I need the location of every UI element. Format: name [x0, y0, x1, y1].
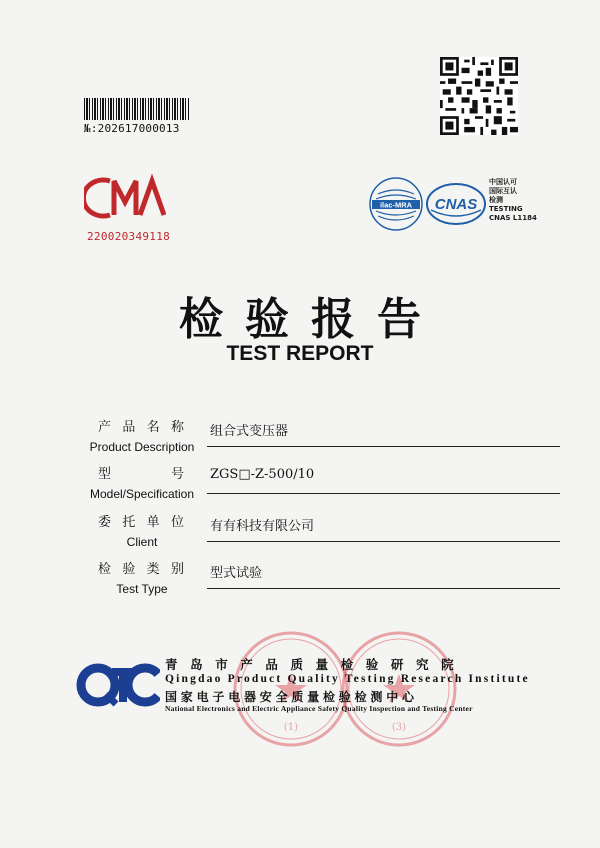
field-test-type: [86, 556, 560, 600]
institute-name-cn: 青岛市产品质量检验研究院: [165, 657, 467, 672]
field-label-cn: 产 品 名 称: [98, 420, 184, 435]
field-model-specification: [86, 461, 560, 505]
serial-number: №:202617000013: [84, 122, 180, 135]
field-client: [86, 509, 560, 553]
cma-logo-icon: [84, 172, 166, 224]
field-value: 组合式变压器: [210, 424, 289, 439]
cma-number: 220020349118: [87, 230, 171, 243]
field-value: 型式试验: [210, 566, 263, 581]
qtc-logo-icon: [76, 662, 160, 708]
field-value: ZGS□-Z-500/10: [210, 467, 315, 482]
svg-text:(1): (1): [283, 722, 299, 733]
field-label-cn: 检 验 类 别: [98, 562, 184, 577]
field-label-en: Product Description: [89, 440, 195, 454]
field-underline: [207, 541, 560, 542]
svg-text:(3): (3): [391, 722, 407, 733]
field-label-cn: 委 托 单 位: [98, 515, 184, 530]
field-label-en: Test Type: [116, 582, 168, 596]
qr-code-icon: [440, 57, 518, 135]
institute-name-en: Qingdao Product Quality Testing Research Institute: [165, 673, 530, 685]
field-label-en: Client: [126, 535, 158, 549]
svg-text:ilac-MRA: ilac-MRA: [379, 200, 413, 210]
report-title-english: TEST REPORT: [226, 342, 374, 365]
center-name-en: National Electronics and Electric Appliance Safety Quality Inspection and Testing Center: [165, 704, 473, 713]
field-underline: [207, 493, 560, 494]
report-title-chinese: 检验报告: [179, 294, 443, 345]
ilac-mra-logo-icon: [368, 176, 424, 232]
field-product-description: [86, 414, 560, 458]
cnas-accreditation-text: 中国认可 国际互认 检测 TESTING CNAS L1184: [489, 178, 537, 222]
field-underline: [207, 588, 560, 589]
barcode-icon: [84, 98, 190, 120]
field-label-cn: 型 号: [98, 467, 184, 482]
cnas-logo-icon: [425, 182, 487, 226]
field-underline: [207, 446, 560, 447]
svg-text:CNAS: CNAS: [434, 196, 478, 213]
center-name-cn: 国家电子电器安全质量检验检测中心: [165, 690, 418, 704]
field-value: 有有科技有限公司: [210, 519, 315, 534]
field-label-en: Model/Specification: [89, 487, 195, 501]
